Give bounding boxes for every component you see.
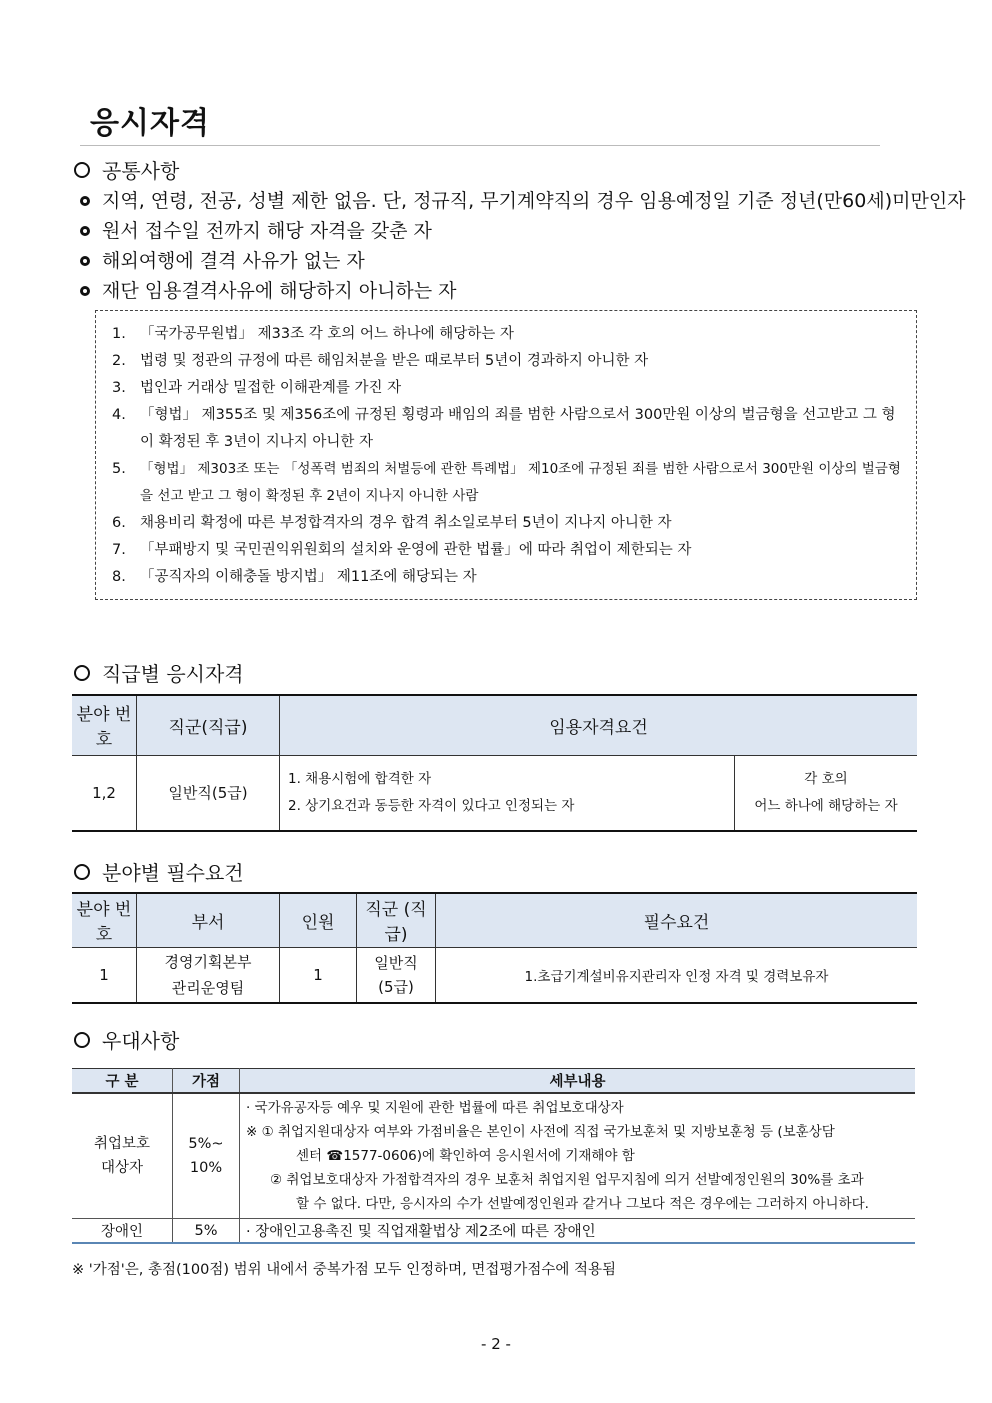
section-grade-heading: 직급별 응시자격 <box>102 662 244 686</box>
table-header-row <box>72 893 917 947</box>
col-header-job: 직군(직급) <box>137 695 280 755</box>
title-divider <box>80 145 880 146</box>
col-header-dept: 부서 <box>137 893 280 947</box>
col-header-job: 직군 (직급) <box>357 893 436 947</box>
cell-points: 5% <box>173 1219 240 1244</box>
grade-table <box>72 694 917 832</box>
list-item: 지역, 연령, 전공, 성별 제한 없음. 단, 정규직, 무기계약직의 경우 임용예정일 기준 정년(만60세)미만인자 <box>80 186 966 216</box>
list-item: 원서 접수일 전까지 해당 자격을 갖춘 자 <box>80 216 966 246</box>
cell-no: 1 <box>72 947 137 1003</box>
table-row <box>72 755 917 831</box>
section-common-heading: 공통사항 <box>102 159 180 183</box>
circle-icon <box>74 665 90 681</box>
bullet-icon <box>80 196 90 206</box>
page-number: - 2 - <box>481 1335 511 1353</box>
circle-icon <box>74 1032 90 1048</box>
section-field-heading: 분야별 필수요건 <box>102 861 244 885</box>
cell-type: 취업보호 대상자 <box>72 1093 173 1219</box>
cell-req: 1.초급기계설비유지관리자 인정 자격 및 경력보유자 <box>436 947 918 1003</box>
col-header-type: 구 분 <box>72 1069 173 1094</box>
list-item: 8. 「공직자의 이해충돌 방지법」 제11조에 해당되는 자 <box>112 569 477 585</box>
cell-detail: · 장애인고용촉진 및 직업재활법상 제2조에 따른 장애인 <box>240 1219 916 1244</box>
disqualification-box <box>95 310 917 600</box>
col-header-count: 인원 <box>280 893 357 947</box>
cell-req-note: 각 호의 어느 하나에 해당하는 자 <box>735 755 918 831</box>
cell-job: 일반직 (5급) <box>357 947 436 1003</box>
table-row <box>72 1219 915 1244</box>
list-item: 4. 「형법」 제355조 및 제356조에 규정된 횡령과 배임의 죄를 범한 사람으로서 300만원 이상의 벌금형을 선고받고 그 형이 확정된 후 3년이 지나지 아니한 자 <box>112 407 896 450</box>
col-header-no: 분야 번호 <box>72 695 137 755</box>
col-header-no: 분야 번호 <box>72 893 137 947</box>
pref-table <box>72 1068 915 1244</box>
list-item: 6. 채용비리 확정에 따른 부정합격자의 경우 합격 취소일로부터 5년이 지나지 아니한 자 <box>112 515 672 531</box>
disqualification-list <box>112 321 908 591</box>
list-item: 2. 법령 및 정관의 규정에 따른 해임처분을 받은 때로부터 5년이 경과하지 아니한 자 <box>112 353 649 369</box>
list-item: 3. 법인과 거래상 밀접한 이해관계를 가진 자 <box>112 380 402 396</box>
col-header-req: 임용자격요건 <box>280 695 918 755</box>
list-item: 7. 「부패방지 및 국민권익위원회의 설치와 운영에 관한 법률」에 따라 취업이 제한되는 자 <box>112 542 692 558</box>
list-item: 재단 임용결격사유에 해당하지 아니하는 자 <box>80 276 966 306</box>
col-header-points: 가점 <box>173 1069 240 1094</box>
col-header-detail: 세부내용 <box>240 1069 916 1094</box>
section-grade <box>74 658 244 687</box>
cell-type: 장애인 <box>72 1219 173 1244</box>
cell-points: 5%~ 10% <box>173 1093 240 1219</box>
table-header-row <box>72 695 917 755</box>
field-table <box>72 892 917 1004</box>
bullet-icon <box>80 286 90 296</box>
cell-no: 1,2 <box>72 755 137 831</box>
page-title: 응시자격 <box>90 106 210 141</box>
col-header-req: 필수요건 <box>436 893 918 947</box>
list-item: 1. 「국가공무원법」 제33조 각 호의 어느 하나에 해당하는 자 <box>112 326 514 342</box>
cell-job: 일반직(5급) <box>137 755 280 831</box>
common-bullet-list <box>80 186 966 306</box>
list-item: 5. 「형법」 제303조 또는 「성폭력 범죄의 처벌등에 관한 특례법」 제10조에 규정된 죄를 범한 사람으로서 300만원 이상의 벌금형을 선고 받고 그 형이 확정된 후 2년이 지나지 아니한 사람 <box>112 461 901 504</box>
circle-icon <box>74 864 90 880</box>
cell-dept: 경영기획본부 관리운영팀 <box>137 947 280 1003</box>
cell-req: 1. 채용시험에 합격한 자 2. 상기요건과 동등한 자격이 있다고 인정되는 자 <box>280 755 735 831</box>
footnote: ※ '가점'은, 총점(100점) 범위 내에서 중복가점 모두 인정하며, 면접평가점수에 적용됨 <box>72 1262 617 1278</box>
section-field <box>74 857 244 886</box>
section-common <box>74 155 179 184</box>
circle-icon <box>74 162 90 178</box>
list-item: 해외여행에 결격 사유가 없는 자 <box>80 246 966 276</box>
section-pref-heading: 우대사항 <box>102 1029 180 1053</box>
bullet-icon <box>80 256 90 266</box>
table-header-row <box>72 1069 915 1094</box>
bullet-icon <box>80 226 90 236</box>
table-row <box>72 947 917 1003</box>
cell-count: 1 <box>280 947 357 1003</box>
section-pref <box>74 1025 179 1054</box>
table-row <box>72 1093 915 1219</box>
cell-detail: · 국가유공자등 예우 및 지원에 관한 법률에 따른 취업보호대상자 ※ ① 취업지원대상자 여부와 가점비율은 본인이 사전에 직접 국가보훈처 및 지방보훈청 등 (보훈상담 센터 ☎1577-0606)에 확인하여 응시원서에 기재해야 함 ② 취업보호대상자 가점합격자의 경우 보훈처 취업지원 업무지침에 의거 선발예정인원의 30%를 초과 할 수 없다. 다만, 응시자의 수가 선발예정인원과 같거나 그보다 적은 경우에는 그러하지 아니하다. <box>240 1093 916 1219</box>
